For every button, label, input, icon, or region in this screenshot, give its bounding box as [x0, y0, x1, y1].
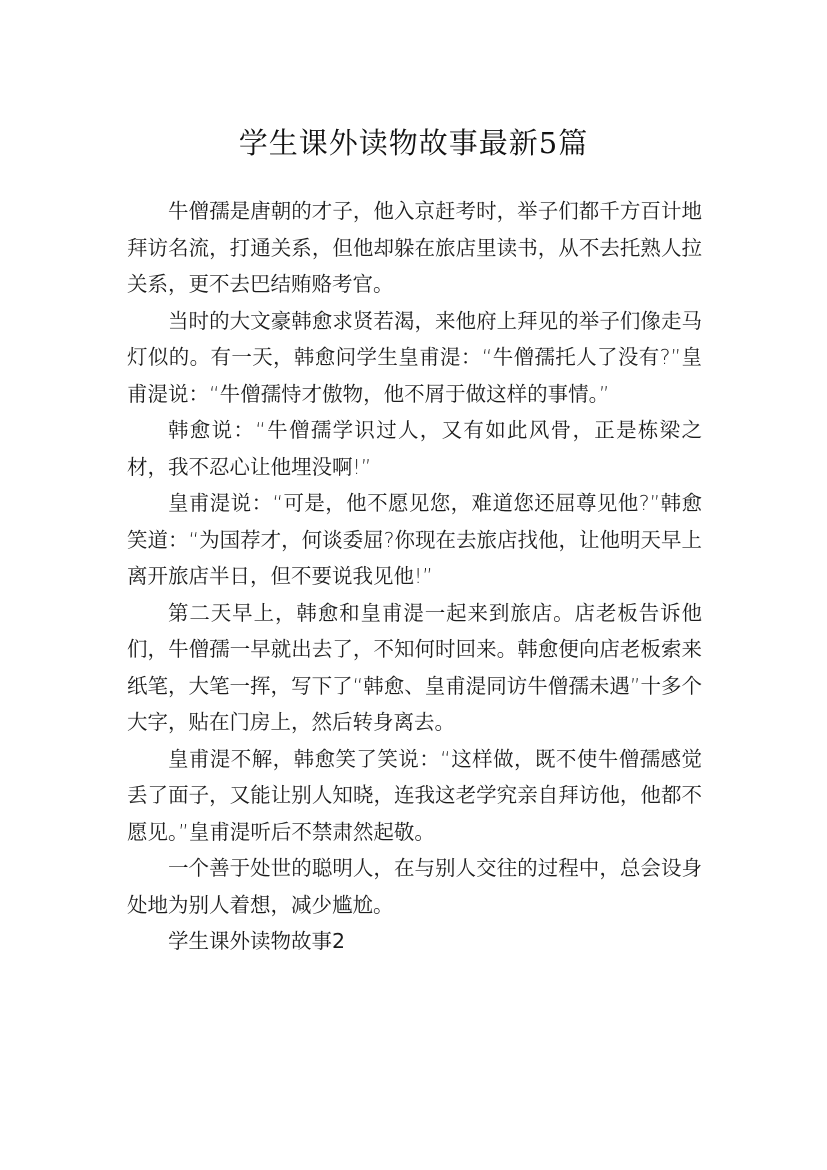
paragraph-4: 皇甫湜说：“可是，他不愿见您，难道您还屈尊见他?”韩愈笑道：“为国荐才，何谈委屈?你现在去旅店找他，让他明天早上离开旅店半日，但不要说我见他!” [127, 491, 702, 588]
document-body [127, 193, 702, 960]
section-heading-2: 学生课外读物故事2 [168, 929, 346, 953]
document-title: 学生课外读物故事最新5篇 [238, 126, 589, 161]
paragraph-1: 牛僧孺是唐朝的才子，他入京赶考时，举子们都千方百计地拜访名流，打通关系，但他却躲在旅店里读书，从不去托熟人拉关系，更不去巴结贿赂考官。 [127, 199, 702, 296]
paragraph-3: 韩愈说：“牛僧孺学识过人，又有如此风骨，正是栋梁之材，我不忍心让他埋没啊!” [127, 418, 702, 479]
paragraph-6: 皇甫湜不解，韩愈笑了笑说：“这样做，既不使牛僧孺感觉丢了面子，又能让别人知晓，连我这老学究亲自拜访他，他都不愿见。”皇甫湜听后不禁肃然起敬。 [127, 746, 702, 844]
paragraph-5: 第二天早上，韩愈和皇甫湜一起来到旅店。店老板告诉他们，牛僧孺一早就出去了，不知何时回来。韩愈便向店老板索来纸笔，大笔一挥，写下了“韩愈、皇甫湜同访牛僧孺未遇”十多个大字，贴在门房上，然后转身离去。 [127, 600, 702, 734]
paragraph-2: 当时的大文豪韩愈求贤若渴，来他府上拜见的举子们像走马灯似的。有一天，韩愈问学生皇甫湜：“牛僧孺托人了没有?”皇甫湜说：“牛僧孺恃才傲物，他不屑于做这样的事情。” [127, 308, 702, 406]
paragraph-7: 一个善于处世的聪明人，在与别人交往的过程中，总会设身处地为别人着想，减少尴尬。 [127, 856, 702, 917]
